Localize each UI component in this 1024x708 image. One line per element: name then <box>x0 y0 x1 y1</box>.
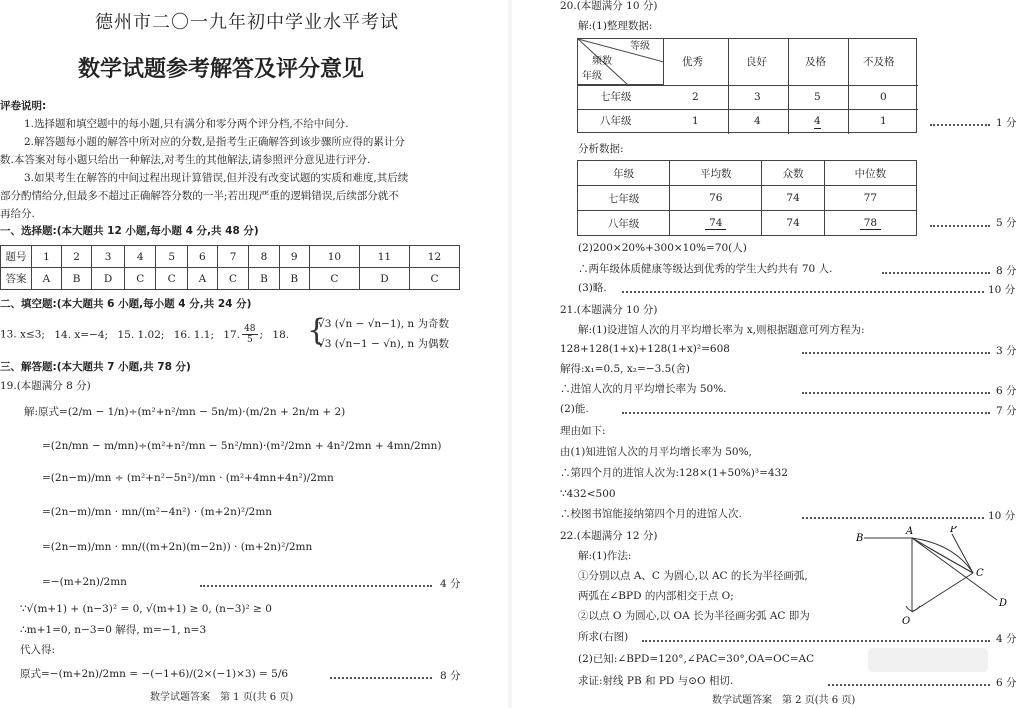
frequency-table <box>577 38 917 133</box>
section-heading: 一、选择题:(本大题共 12 小题,每小题 4 分,共 48 分) <box>0 225 259 237</box>
table-cell: B <box>279 268 309 290</box>
table-cell: 0 <box>880 91 887 103</box>
column-header: 中位数 <box>824 161 916 186</box>
solution-line: ∴校图书馆能接纳第四个月的进馆人次. <box>560 508 742 520</box>
dot-leader <box>882 272 990 274</box>
solution-line: ∵√(m+1) + (n−3)² = 0, √(m+1) ≥ 0, (n−3)² ≥ 0 <box>20 603 272 615</box>
solution-line: 所求(右图) <box>578 631 629 643</box>
solution-line: =(2n/mn − m/mn)÷(m²+n²/mn − 5n²/mn)·(m²/2mn + 4n²/2mn + 4mn/2mn) <box>42 440 442 452</box>
solution-line: ∴第四个月的进馆人次为:128×(1+50%)³=432 <box>560 467 788 479</box>
document-title: 数学试题参考解答及评分意见 <box>78 57 365 82</box>
column-header: 不及格 <box>863 56 895 68</box>
column-header: 优秀 <box>682 56 703 68</box>
statistics-table <box>577 160 917 236</box>
table-cell: 4 <box>754 115 761 127</box>
label-a: A <box>906 526 914 537</box>
page-footer: 数学试题答案 第 2 页(共 6 页) <box>712 695 856 706</box>
table-cell: 4 <box>814 115 821 127</box>
ray-pd <box>912 538 997 600</box>
solution-line: (2)能. <box>560 403 589 415</box>
solution-line: 两弧在∠BPD 的内部相交于点 O; <box>578 590 734 602</box>
row-label: 八年级 <box>600 115 632 127</box>
brace: { <box>307 313 327 348</box>
score-label: 5 分 <box>996 217 1017 229</box>
table-cell: 74 <box>762 211 824 236</box>
corner-label-count: 频数 <box>592 56 612 67</box>
table-cell: 76 <box>670 186 762 211</box>
exam-title: 德州市二〇一九年初中学业水平考试 <box>95 12 399 33</box>
label-c: C <box>976 568 984 579</box>
solution-line: 解得:x₁=0.5, x₂=−3.5(舍) <box>560 363 690 375</box>
table-cell: C <box>124 268 155 290</box>
table-cell: 1 <box>880 115 887 127</box>
table-cell: 3 <box>92 246 125 268</box>
solution-line: 求证:射线 PB 和 PD 与⊙O 相切. <box>578 675 734 687</box>
table-row <box>578 186 917 211</box>
solution-line: 解:(1)整理数据: <box>578 20 653 32</box>
note-line: 1.选择题和填空题中的每小题,只有满分和零分两个评分档,不给中间分. <box>24 118 349 130</box>
question-heading: 20.(本题满分 10 分) <box>560 0 658 12</box>
table-cell: B <box>249 268 279 290</box>
column-header: 及格 <box>805 56 826 68</box>
solution-line: (2)200×20%+300×10%=70(人) <box>578 242 747 254</box>
solution-line: 理由如下: <box>560 425 606 437</box>
table-row <box>1 268 460 290</box>
segment-oc <box>912 573 973 612</box>
choice-answer-table <box>0 245 460 290</box>
note-line: 再给分. <box>0 208 35 220</box>
section-heading: 二、填空题:(本大题共 6 小题,每小题 4 分,共 24 分) <box>0 298 252 310</box>
score-label: 10 分 <box>988 284 1016 296</box>
solution-line: =(2n−m)/mn ÷ (m²+n²−5n²)/mn · (m²+4mn+4n²)/2mn <box>42 472 334 484</box>
corner-label-grade: 年级 <box>582 71 602 82</box>
row-label: 七年级 <box>600 91 632 103</box>
table-cell: 9 <box>279 246 309 268</box>
solution-line: 由(1)知进馆人次的月平均增长率为 50%, <box>560 446 752 458</box>
blur-patch <box>868 648 988 672</box>
answer-17: 17. <box>223 328 241 341</box>
solution-line: (3)略. <box>578 282 607 294</box>
score-label: 6 分 <box>996 385 1017 397</box>
table-cell: 8 <box>249 246 279 268</box>
table-row <box>578 211 917 236</box>
solution-line: ∵432<500 <box>560 488 616 500</box>
table-cell: 11 <box>359 246 409 268</box>
dot-leader <box>622 412 990 414</box>
table-cell: A <box>187 268 217 290</box>
corner-label-level: 等级 <box>630 41 650 52</box>
column-header: 良好 <box>746 56 767 68</box>
table-cell: 10 <box>309 246 359 268</box>
table-cell: 12 <box>409 246 459 268</box>
row-label: 七年级 <box>578 186 670 211</box>
answer-15: 15. 1.02; <box>117 328 165 341</box>
answer-16: 16. 1.1; <box>173 328 215 341</box>
score-label: 7 分 <box>996 405 1017 417</box>
score-label: 3 分 <box>996 345 1017 357</box>
table-cell: 78 <box>824 211 916 236</box>
table-cell: 1 <box>692 115 699 127</box>
label-o: O <box>902 616 911 627</box>
score-label: 8 分 <box>996 265 1017 277</box>
label-d: D <box>999 598 1008 609</box>
dot-leader <box>828 684 990 686</box>
score-label: 1 分 <box>996 117 1017 129</box>
dot-leader <box>642 640 990 642</box>
solution-line: ①分别以点 A、C 为圆心,以 AC 的长为半径画弧, <box>578 570 808 582</box>
score-label: 4 分 <box>996 633 1017 645</box>
question-heading: 21.(本题满分 10 分) <box>560 304 658 316</box>
solution-line: ②以点 O 为圆心,以 OA 长为半径画劣弧 AC 即为 <box>578 610 810 622</box>
question-heading: 19.(本题满分 8 分) <box>0 380 91 392</box>
table-cell: 7 <box>217 246 248 268</box>
note-line: 部分酌情给分,但最多不超过正确解答分数的一半;若出现严重的逻辑错误,后续部分就不 <box>0 190 399 202</box>
table-cell: C <box>409 268 459 290</box>
answer-13: 13. x≤3; <box>0 328 45 341</box>
dot-leader <box>930 225 990 227</box>
note-line: 数.本答案对每小题只给出一种解法,对考生的其他解法,请参照评分意见进行评分. <box>0 154 371 166</box>
score-label: 10 分 <box>988 510 1016 522</box>
solution-line: (2)已知:∠BPD=120°,∠PAC=30°,OA=OC=AC <box>578 653 815 665</box>
solution-line: 解:原式=(2/m − 1/n)÷(m²+n²/mn − 5n/m)·(m/2n + 2n/m + 2) <box>24 406 346 418</box>
column-header: 年级 <box>578 161 670 186</box>
table-cell: 题号 <box>1 246 32 268</box>
solution-line: =(2n−m)/mn · mn/((m+2n)(m−2n)) · (m+2n)²/2mn <box>42 541 313 553</box>
solution-line: 解:(1)作法: <box>578 550 632 562</box>
notes-heading: 评卷说明: <box>0 100 47 112</box>
dot-leader <box>330 677 432 679</box>
dot-leader <box>200 585 432 587</box>
page-2 <box>512 0 1024 708</box>
column-header: 平均数 <box>670 161 762 186</box>
solution-line: =(2n−m)/mn · mn/(m²−4n²) · (m+2n)²/2mn <box>42 506 273 518</box>
corner-cell <box>578 39 664 85</box>
score-label: 8 分 <box>440 670 461 682</box>
table-cell: 1 <box>32 246 62 268</box>
table-cell: 2 <box>61 246 91 268</box>
dot-leader <box>802 392 990 394</box>
solution-line: 原式=−(m+2n)/2mn = −(−1+6)/(2×(−1)×3) = 5/6 <box>20 668 289 680</box>
question-heading: 22.(本题满分 12 分) <box>560 530 658 542</box>
table-cell: 5 <box>814 91 821 103</box>
table-cell: 答案 <box>1 268 32 290</box>
table-cell: C <box>156 268 187 290</box>
solution-line: ∴两年级体质健康等级达到优秀的学生大约共有 70 人. <box>578 263 833 275</box>
table-cell: 74 <box>670 211 762 236</box>
page-1 <box>0 0 508 708</box>
table-cell: D <box>92 268 125 290</box>
solution-line: 128+128(1+x)+128(1+x)²=608 <box>560 343 730 355</box>
table-cell: 3 <box>754 91 761 103</box>
answer-18: 18. <box>272 328 290 341</box>
table-row <box>1 246 460 268</box>
fraction: $\frac{48}{5}$ <box>244 324 256 345</box>
arc-mark <box>906 606 920 611</box>
analysis-label: 分析数据: <box>578 143 624 155</box>
table-row <box>578 161 917 186</box>
score-label: 4 分 <box>440 578 461 590</box>
table-cell: 77 <box>824 186 916 211</box>
solution-line: ∴进馆人次的月平均增长率为 50%. <box>560 383 727 395</box>
row-label: 八年级 <box>578 211 670 236</box>
table-cell: 5 <box>156 246 187 268</box>
score-label: 6 分 <box>996 677 1017 689</box>
table-cell: B <box>61 268 91 290</box>
dot-leader <box>622 291 984 293</box>
answer-14: 14. x=−4; <box>54 328 109 341</box>
table-cell: 74 <box>762 186 824 211</box>
answer-18-case-1: √3 (√n − √n−1), n 为奇数 <box>318 318 450 330</box>
table-cell: 6 <box>187 246 217 268</box>
geometry-figure <box>842 526 1022 636</box>
table-cell: C <box>309 268 359 290</box>
dot-leader <box>802 352 990 354</box>
fill-answer: 13. x≤3; 14. x=−4; 15. 1.02; 16. 1.1; 17. $\frac{48}{5}$ ; 18. <box>0 324 290 345</box>
table-cell: D <box>359 268 409 290</box>
solution-line: 解:(1)设进馆人次的月平均增长率为 x,则根据题意可列方程为: <box>578 324 865 336</box>
solution-line: =−(m+2n)/2mn <box>42 576 127 588</box>
column-header: 众数 <box>762 161 824 186</box>
table-cell: 2 <box>692 91 699 103</box>
solution-line: 代入得: <box>20 644 56 656</box>
table-cell: C <box>217 268 248 290</box>
solution-line: ∴m+1=0, n−3=0 解得, m=−1, n=3 <box>20 624 207 636</box>
label-p: P <box>950 526 957 535</box>
label-b: B <box>856 533 864 544</box>
dot-leader <box>930 124 990 126</box>
note-line: 3.如果考生在解答的中间过程出现计算错误,但并没有改变试题的实质和难度,其后续 <box>24 172 409 184</box>
note-line: 2.解答题每小题的解答中所对应的分数,是指考生正确解答到该步骤所应得的累计分 <box>24 136 405 148</box>
table-cell: A <box>32 268 62 290</box>
page-footer: 数学试题答案 第 1 页(共 6 页) <box>150 692 294 703</box>
table-cell: 4 <box>124 246 155 268</box>
dot-leader <box>802 517 984 519</box>
section-heading: 三、解答题:(本大题共 7 小题,共 78 分) <box>0 361 191 373</box>
answer-18-case-2: √3 (√n−1 − √n), n 为偶数 <box>318 338 450 350</box>
